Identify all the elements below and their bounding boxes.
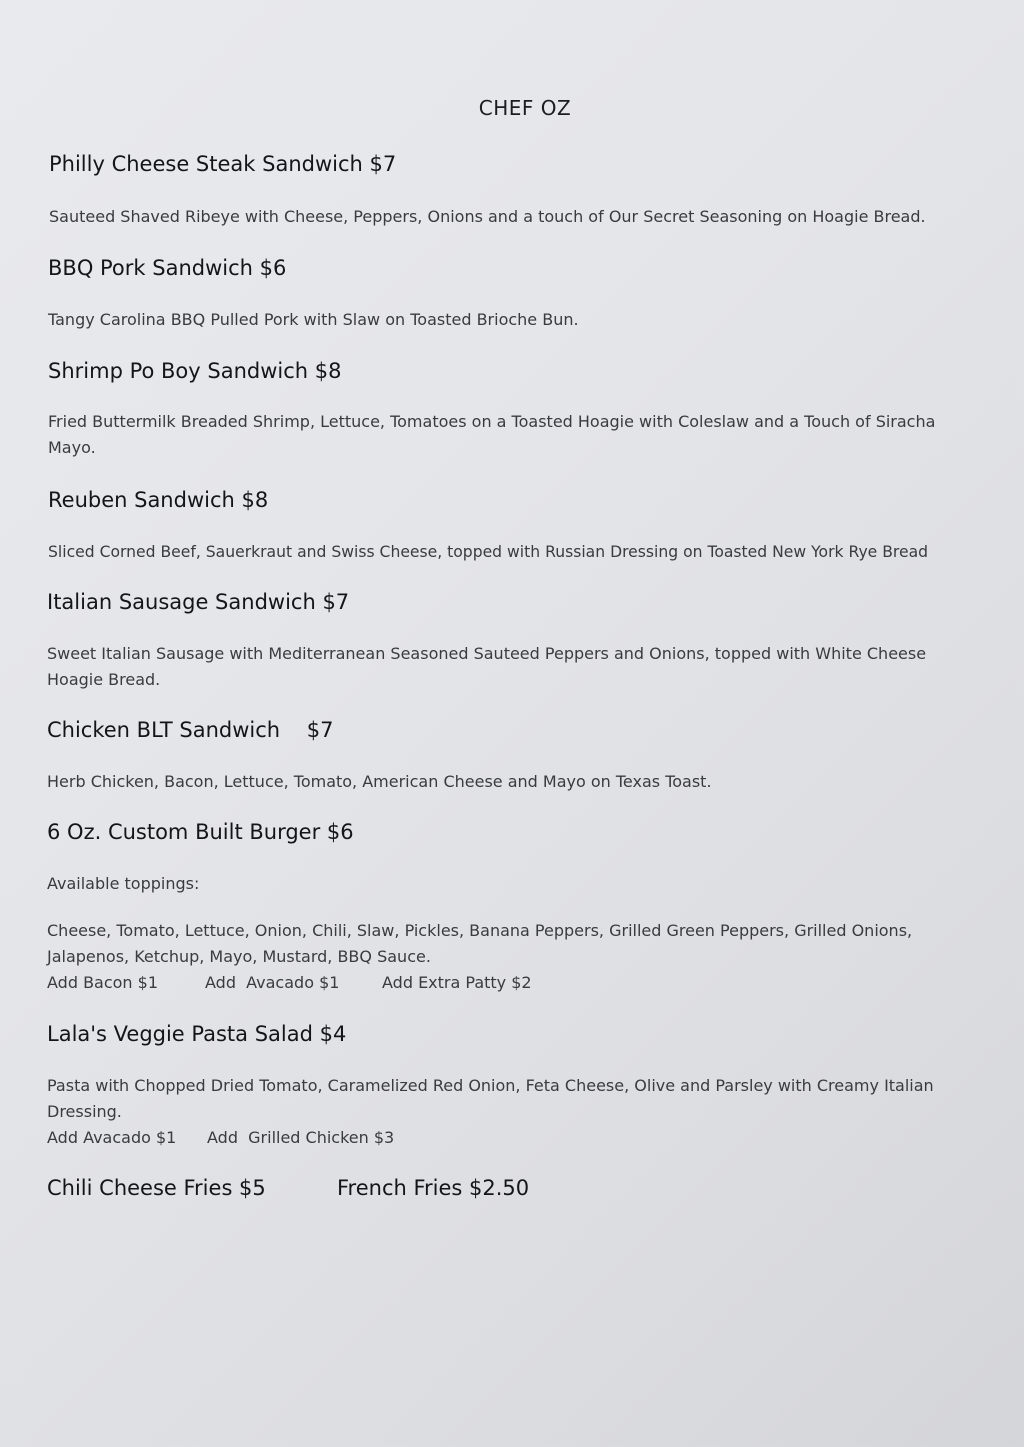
menu-item-name: 6 Oz. Custom Built Burger $6 xyxy=(47,820,354,844)
menu-item xyxy=(48,256,1024,333)
addon-label: Add Extra Patty $2 xyxy=(382,973,532,992)
menu-item-toppings: Cheese, Tomato, Lettuce, Onion, Chili, Slaw, Pickles, Banana Peppers, Grilled Green Peppers, Grilled Onions, Jalapenos, Ketchup, Mayo, Mustard, BBQ Sauce. xyxy=(47,921,913,966)
menu-title: CHEF OZ xyxy=(478,96,572,120)
menu-item xyxy=(47,590,977,693)
addon-label: Add Bacon $1 xyxy=(47,973,159,992)
side-item: French Fries $2.50 xyxy=(337,1176,530,1200)
addon-label: Add Avacado $1 xyxy=(205,973,340,992)
menu-item-description: Sauteed Shaved Ribeye with Cheese, Peppers, Onions and a touch of Our Secret Seasoning on Hoagie Bread. xyxy=(49,207,926,226)
side-item: Chili Cheese Fries $5 xyxy=(47,1176,266,1200)
menu-item xyxy=(48,359,988,461)
sides-row xyxy=(47,1176,529,1200)
menu-item-name: Lala's Veggie Pasta Salad $4 xyxy=(47,1022,347,1046)
menu-item-description: Sliced Corned Beef, Sauerkraut and Swiss Cheese, topped with Russian Dressing on Toasted New York Rye Bread xyxy=(48,543,929,561)
menu-item xyxy=(47,820,967,996)
menu-item-description: Available toppings: xyxy=(47,874,200,893)
menu-item-name: Philly Cheese Steak Sandwich $7 xyxy=(49,152,397,176)
menu-item-addons xyxy=(47,1125,977,1151)
menu-item-name: BBQ Pork Sandwich $6 xyxy=(48,256,287,280)
menu-item xyxy=(48,488,1018,565)
menu-item-name: Chicken BLT Sandwich $7 xyxy=(47,718,334,742)
menu-item-description: Pasta with Chopped Dried Tomato, Caramelized Red Onion, Feta Cheese, Olive and Parsley with Creamy Italian Dressing. xyxy=(47,1076,934,1121)
addon-label: Add Grilled Chicken $3 xyxy=(207,1128,395,1147)
menu-item-addons xyxy=(47,970,967,996)
menu-item-description: Sweet Italian Sausage with Mediterranean Seasoned Sauteed Peppers and Onions, topped with White Cheese Hoagie Bread. xyxy=(47,644,927,689)
addon-label: Add Avacado $1 xyxy=(47,1128,177,1147)
menu-item xyxy=(47,1022,977,1151)
menu-item-name: Italian Sausage Sandwich $7 xyxy=(47,590,350,614)
menu-item-name: Shrimp Po Boy Sandwich $8 xyxy=(48,359,342,383)
menu-item xyxy=(47,718,1024,795)
menu-item xyxy=(49,152,1024,230)
menu-item-name: Reuben Sandwich $8 xyxy=(48,488,269,512)
menu-item-description: Herb Chicken, Bacon, Lettuce, Tomato, American Cheese and Mayo on Texas Toast. xyxy=(47,772,712,791)
menu-item-description: Fried Buttermilk Breaded Shrimp, Lettuce, Tomatoes on a Toasted Hoagie with Coleslaw and a Touch of Siracha Mayo. xyxy=(48,412,936,457)
menu-item-description: Tangy Carolina BBQ Pulled Pork with Slaw on Toasted Brioche Bun. xyxy=(48,310,579,329)
